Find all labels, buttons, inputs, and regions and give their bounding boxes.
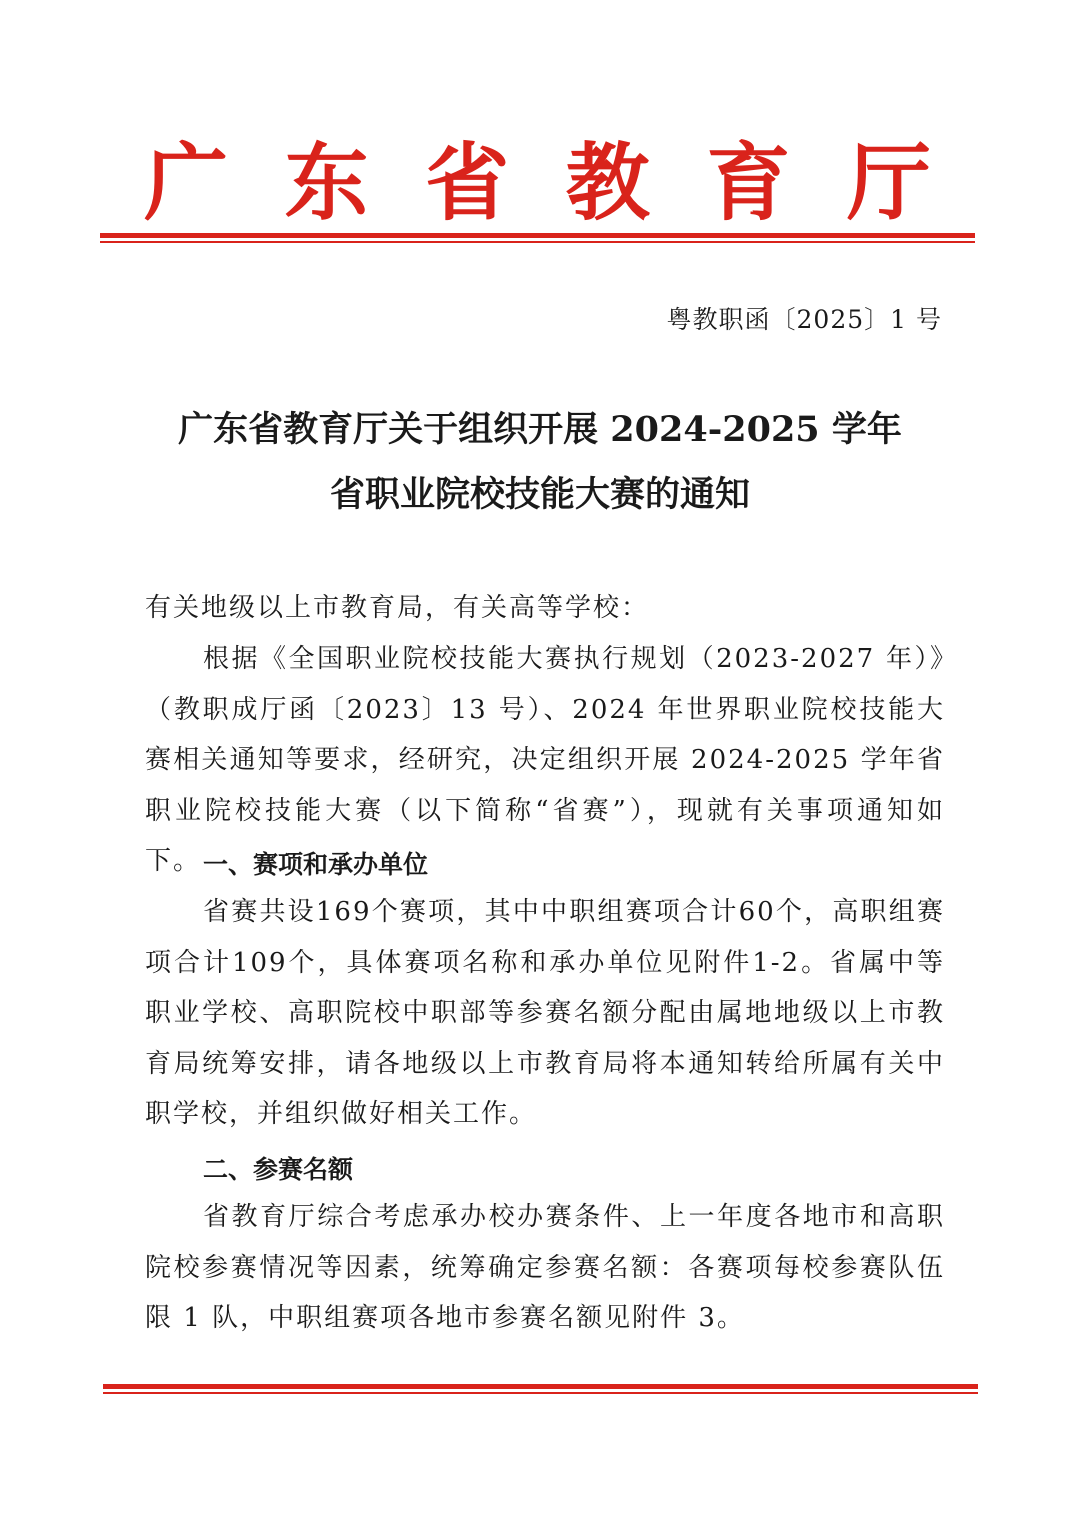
footer-rule-thick (103, 1384, 978, 1389)
masthead-char: 厅 (846, 133, 931, 232)
header-rule-thick (100, 233, 975, 238)
header-rule-thin (100, 241, 975, 243)
masthead-char: 省 (425, 133, 510, 232)
footer-rule-thin (103, 1392, 978, 1394)
section2-paragraph (145, 1192, 945, 1344)
masthead-char: 教 (565, 133, 650, 232)
masthead (100, 128, 975, 238)
section2-paragraph-text: 省教育厅综合考虑承办校办赛条件、上一年度各地市和高职院校参赛情况等因素，统筹确定参赛名额：各赛项每校参赛队伍限 1 队，中职组赛项各地市参赛名额见附件 3。 (145, 1202, 945, 1334)
intro-paragraph-text: 根据《全国职业院校技能大赛执行规划（2023-2027 年）》（教职成厅函〔2023〕13 号）、2024 年世界职业院校技能大赛相关通知等要求，经研究，决定组织开展 2024-2025 学年省职业院校技能大赛（以下简称“省赛”），现就有关事项通知如下。 (145, 644, 945, 877)
masthead-char: 育 (706, 133, 791, 232)
document-number: 粤教职函〔2025〕1 号 (666, 305, 942, 334)
masthead-char: 广 (144, 133, 229, 232)
masthead-char: 东 (284, 133, 369, 232)
salutation: 有关地级以上市教育局，有关高等学校： (145, 593, 650, 623)
section2-heading: 二、参赛名额 (203, 1155, 354, 1184)
document-title-line1: 广东省教育厅关于组织开展 2024-2025 学年 (178, 409, 902, 450)
section1-paragraph-text: 省赛共设169个赛项，其中中职组赛项合计60个，高职组赛项合计109个，具体赛项名称和承办单位见附件1-2。省属中等职业学校、高职院校中职部等参赛名额分配由属地地级以上市教育局统筹安排，请各地级以上市教育局将本通知转给所属有关中职学校，并组织做好相关工作。 (145, 897, 945, 1130)
section1-paragraph (145, 887, 945, 1140)
document-title-line2: 省职业院校技能大赛的通知 (329, 474, 750, 515)
section1-heading: 一、赛项和承办单位 (203, 850, 429, 879)
